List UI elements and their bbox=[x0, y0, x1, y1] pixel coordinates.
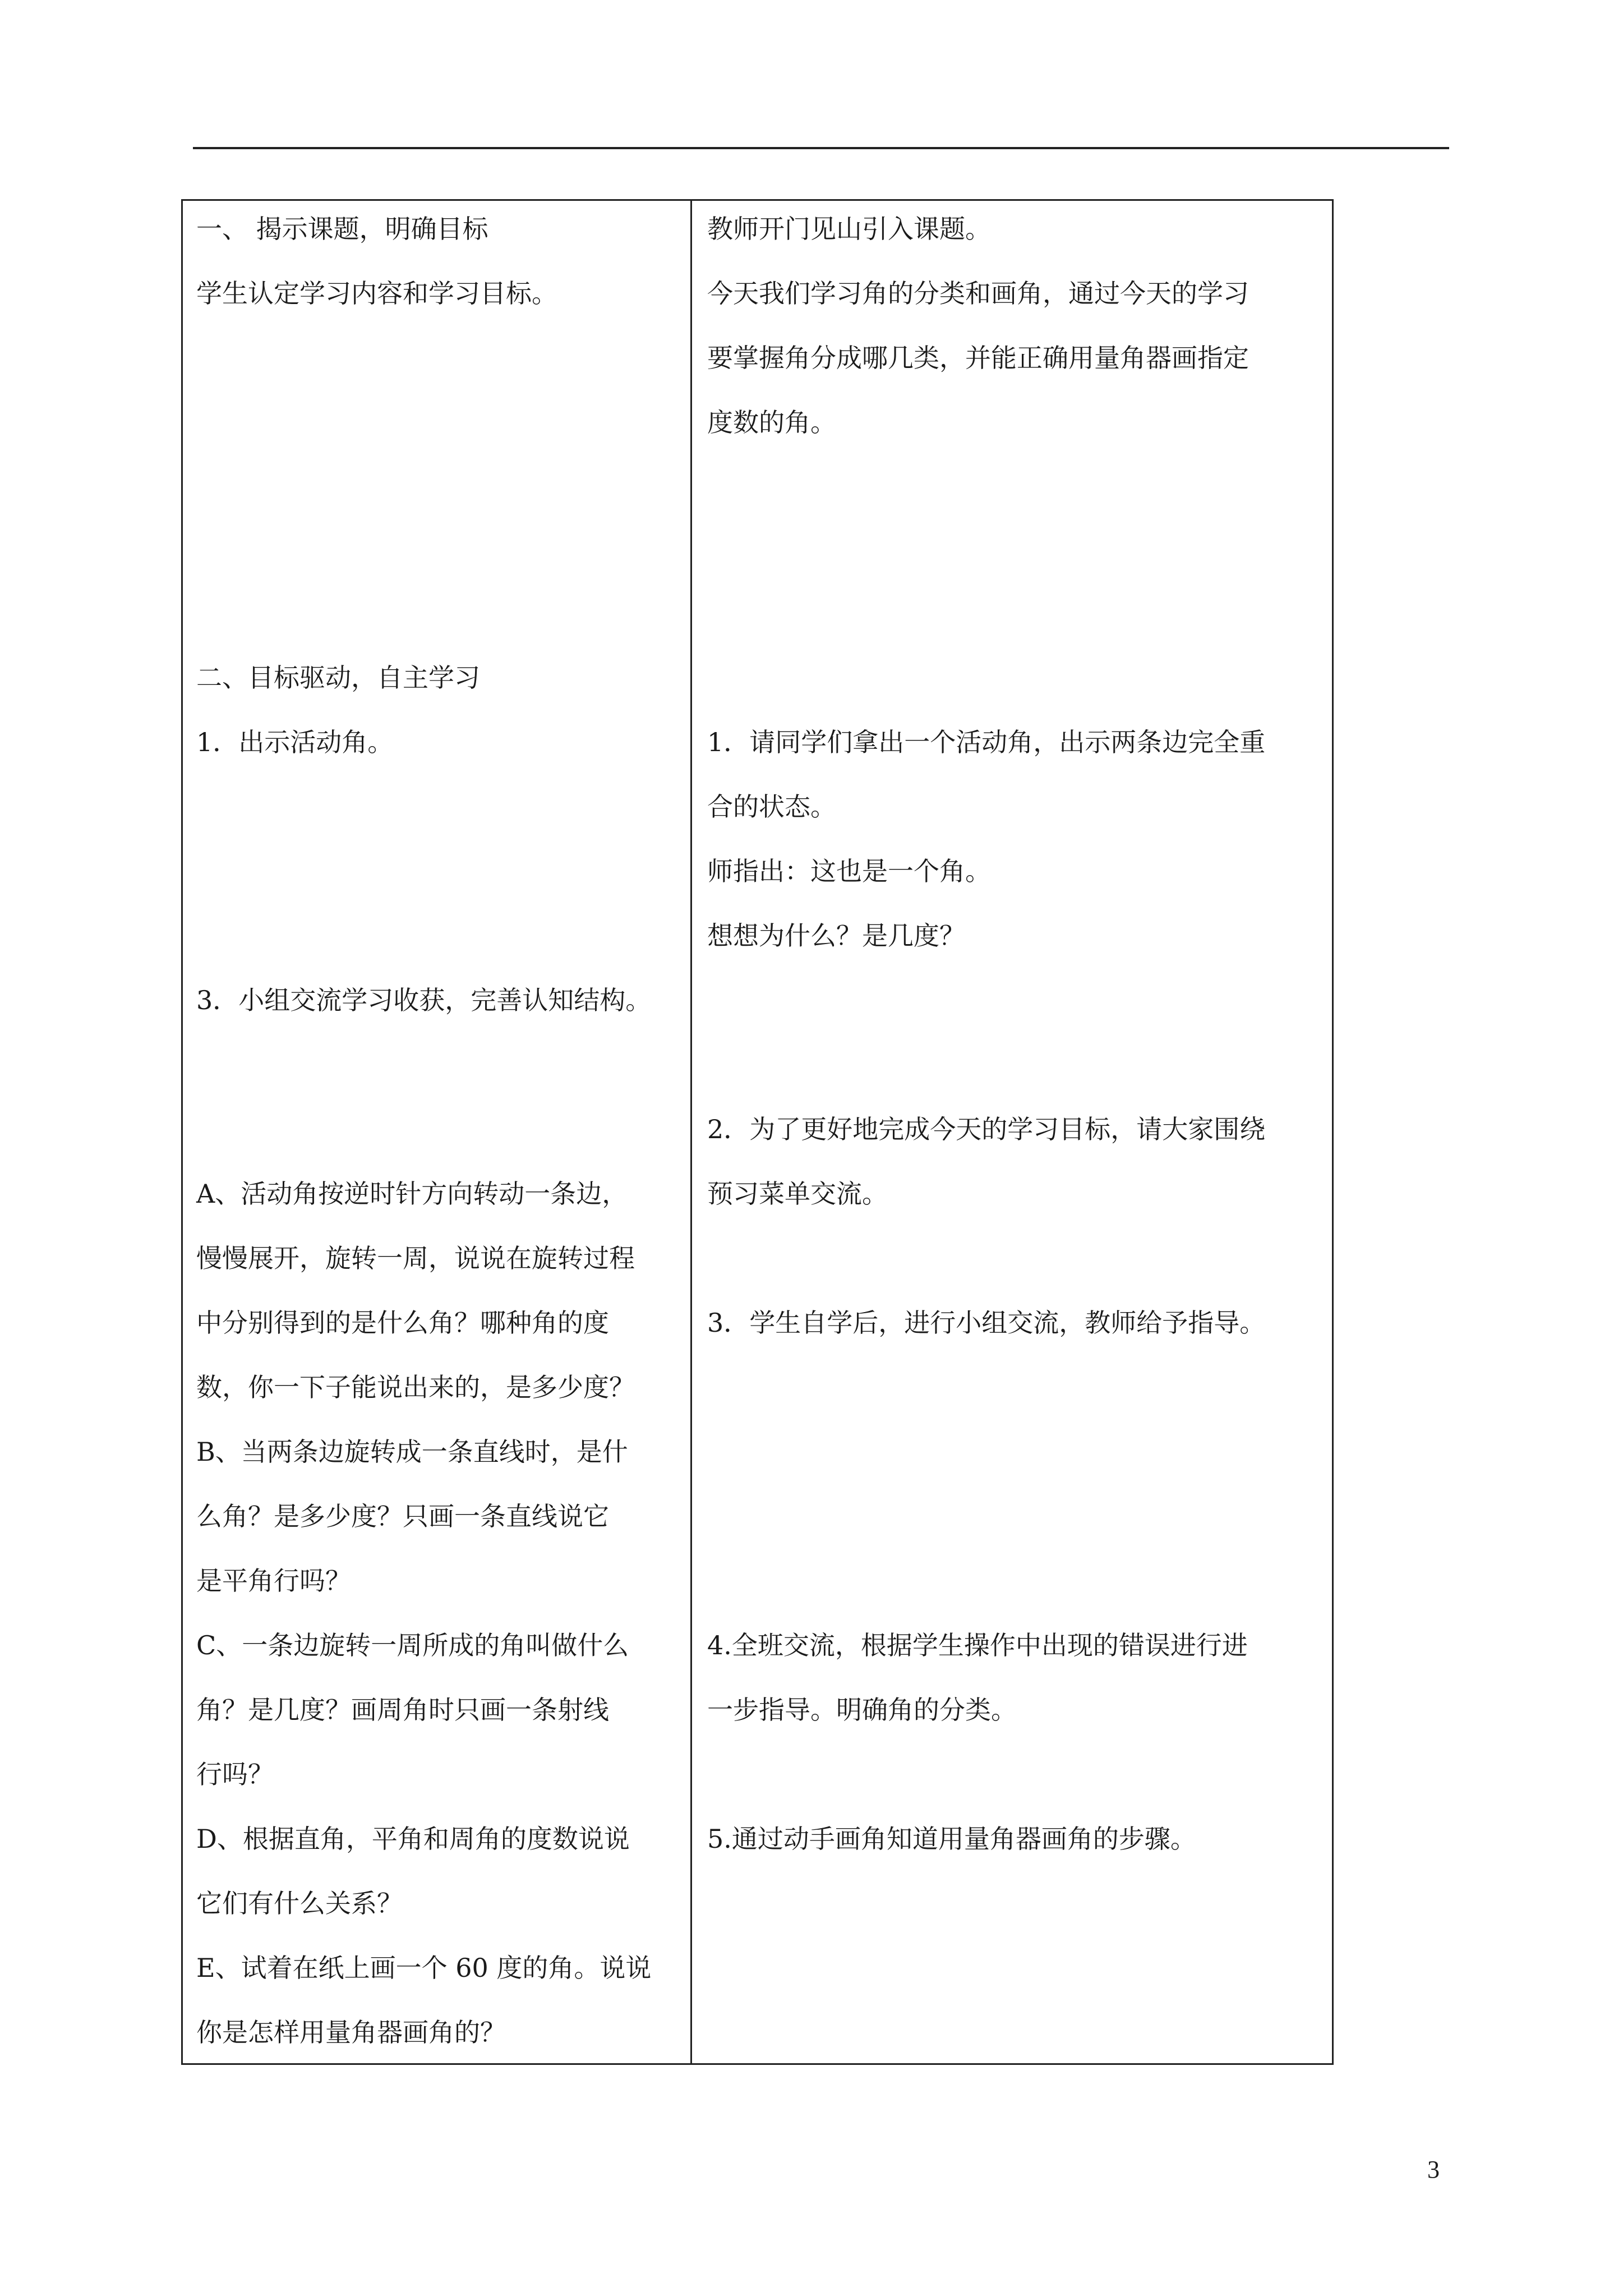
header-rule bbox=[193, 147, 1449, 149]
left-line: 行吗？ bbox=[196, 1759, 274, 1789]
left-line: D、根据直角，平角和周角的度数说说 bbox=[196, 1824, 630, 1854]
left-line: A、活动角按逆时针方向转动一条边， bbox=[196, 1179, 628, 1209]
right-line: 要掌握角分成哪几类，并能正确用量角器画指定 bbox=[707, 343, 1249, 373]
right-line: 1．请同学们拿出一个活动角，出示两条边完全重 bbox=[707, 727, 1266, 757]
page-number: 3 bbox=[1427, 2156, 1440, 2183]
left-line: 一、 揭示课题，明确目标 bbox=[196, 214, 488, 244]
right-line: 一步指导。明确角的分类。 bbox=[707, 1695, 1017, 1725]
left-line: 3．小组交流学习收获，完善认知结构。 bbox=[196, 985, 652, 1015]
left-line: 角？是几度？画周角时只画一条射线 bbox=[196, 1695, 609, 1725]
left-line: 它们有什么关系？ bbox=[196, 1888, 403, 1918]
right-line: 师指出：这也是一个角。 bbox=[707, 856, 991, 886]
left-line: B、当两条边旋转成一条直线时，是什 bbox=[196, 1437, 628, 1467]
column-divider bbox=[690, 201, 692, 2063]
left-line: 你是怎样用量角器画角的？ bbox=[196, 2017, 506, 2047]
left-line: E、试着在纸上画一个 60 度的角。说说 bbox=[196, 1953, 652, 1983]
left-line: 慢慢展开，旋转一周，说说在旋转过程 bbox=[196, 1243, 635, 1273]
left-line: C、一条边旋转一周所成的角叫做什么 bbox=[196, 1630, 629, 1660]
left-line: 学生认定学习内容和学习目标。 bbox=[196, 278, 557, 309]
lesson-table bbox=[181, 199, 1334, 2065]
left-line: 1．出示活动角。 bbox=[196, 727, 394, 757]
right-line: 想想为什么？是几度？ bbox=[707, 921, 965, 951]
right-line: 教师开门见山引入课题。 bbox=[707, 214, 991, 244]
left-line: 中分别得到的是什么角？哪种角的度 bbox=[196, 1308, 609, 1338]
right-line: 预习菜单交流。 bbox=[707, 1179, 888, 1209]
right-line: 今天我们学习角的分类和画角，通过今天的学习 bbox=[707, 278, 1249, 309]
left-line: 数，你一下子能说出来的，是多少度？ bbox=[196, 1372, 635, 1402]
left-line: 是平角行吗？ bbox=[196, 1566, 351, 1596]
left-line: 么角？是多少度？只画一条直线说它 bbox=[196, 1501, 609, 1531]
right-line: 4.全班交流，根据学生操作中出现的错误进行进 bbox=[707, 1630, 1248, 1660]
right-line: 合的状态。 bbox=[707, 792, 836, 822]
right-line: 2．为了更好地完成今天的学习目标，请大家围绕 bbox=[707, 1114, 1266, 1144]
right-line: 5.通过动手画角知道用量角器画角的步骤。 bbox=[707, 1824, 1196, 1854]
left-line: 二、目标驱动，自主学习 bbox=[196, 662, 480, 693]
right-line: 3．学生自学后，进行小组交流，教师给予指导。 bbox=[707, 1308, 1266, 1338]
right-line: 度数的角。 bbox=[707, 407, 836, 438]
